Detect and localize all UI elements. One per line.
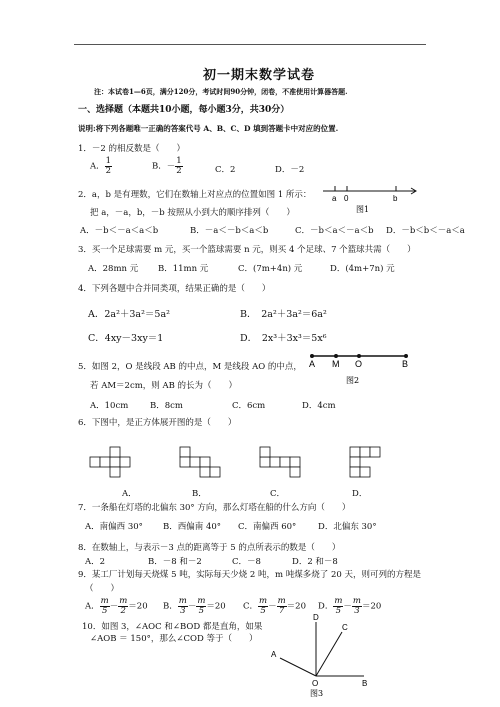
q3-option-b[interactable]: B．11mn 元	[158, 264, 209, 274]
page-title: 初一期末数学试卷	[203, 68, 316, 83]
q9-stem: 9．某工厂计划每天烧煤 5 吨，实际每天少烧 2 吨，m 吨煤多烧了 20 天，则可列的方程是	[78, 570, 422, 580]
q2-option-c[interactable]: C．－b＜a＜－a＜b	[295, 226, 374, 236]
q9-option-d[interactable]: D． $\frac{m}{5}$ － $\frac{m}{3}$ ＝20	[318, 596, 382, 616]
q6-option-b[interactable]: B．	[192, 489, 207, 499]
q4-stem: 4．下列各题中合并同类项，结果正确的是（ ）	[78, 284, 271, 294]
q1-stem: 1．－2 的相反数是（ ）	[78, 144, 186, 154]
q8-option-b[interactable]: B．－8 和－2	[148, 557, 202, 567]
q7-option-b[interactable]: B．西偏南 40°	[163, 522, 222, 532]
q8-stem: 8．在数轴上，与表示－3 点的距离等于 5 的点所表示的数是（ ）	[78, 543, 341, 553]
q4-option-b[interactable]: B． 2a²＋3a²＝6a²	[240, 309, 327, 320]
fig2-label-M: M	[332, 359, 340, 369]
q4-option-a[interactable]: A．2a²＋3a²＝5a²	[88, 309, 170, 320]
header-rule	[74, 44, 426, 45]
q3-option-d[interactable]: D．(4m+7n) 元	[330, 264, 395, 274]
fig2-label-O: O	[355, 359, 363, 369]
q5-option-c[interactable]: C．6cm	[232, 401, 266, 411]
section-instruction: 说明:将下列各题唯一正确的答案代号 A、B、C、D 填到答题卡中对应的位置.	[78, 124, 339, 133]
fig2-caption: 图2	[346, 376, 360, 385]
q1-a-label: A．	[90, 161, 105, 172]
fig3-label-B: B	[362, 679, 368, 688]
q5-option-b[interactable]: B．8cm	[150, 401, 183, 411]
q2-option-d[interactable]: D．－b＜b＜－a＜a	[386, 226, 465, 236]
number-line-figure-1	[320, 182, 420, 222]
q4-option-c[interactable]: C．4xy－3xy＝1	[88, 333, 164, 344]
fig3-label-C: C	[342, 623, 348, 632]
angle-figure-3	[268, 613, 378, 700]
q7-option-d[interactable]: D．北偏东 30°	[318, 522, 377, 532]
q2-line1: 2．a，b 是有理数，它们在数轴上对应点的位置如图 1 所示：	[78, 190, 312, 200]
q8-option-d[interactable]: D．2 和－8	[292, 557, 338, 567]
fig2-label-A: A	[309, 359, 316, 369]
q7-stem: 7．一条船在灯塔的北偏东 30° 方向，那么灯塔在船的什么方向（ ）	[78, 503, 351, 513]
fig1-label-b: b	[393, 194, 398, 203]
q2-line2: 把 a，－a，b，－b 按照从小到大的顺序排列（ ）	[90, 208, 295, 218]
q10-line1: 10．如图 3，∠AOC 和∠BOD 都是直角，如果	[82, 622, 263, 632]
q1-option-a[interactable]	[90, 157, 112, 175]
q6-option-d[interactable]: D．	[352, 489, 368, 499]
q4-option-d[interactable]: D． 2x³＋3x³＝5x⁶	[240, 333, 327, 344]
fig3-label-O: O	[312, 679, 319, 688]
q8-option-c[interactable]: C．－8	[232, 557, 261, 567]
q6-option-c[interactable]: C．	[270, 489, 286, 499]
fig1-caption: 图1	[356, 205, 370, 214]
fig3-label-A: A	[271, 650, 277, 659]
fig1-label-0: 0	[344, 194, 349, 203]
q3-stem: 3．买一个足球需要 m 元，买一个篮球需要 n 元，则买 4 个足球、7 个篮球共需（ ）	[78, 245, 416, 255]
q10-line2: ∠AOB ＝ 150°，那么∠COD 等于（ ）	[90, 634, 258, 644]
q9-paren: （ ）	[85, 584, 120, 594]
q2-option-a[interactable]: A．－b＜－a＜a＜b	[80, 226, 159, 236]
q7-option-a[interactable]: A．南偏西 30°	[85, 522, 143, 532]
q6-option-a[interactable]: A．	[122, 489, 137, 499]
segment-figure-2	[308, 350, 418, 390]
q8-option-a[interactable]: A．2	[85, 557, 106, 567]
fig1-label-a: a	[332, 194, 337, 203]
q5-option-a[interactable]: A．10cm	[90, 401, 129, 411]
q1-b-fraction: $\frac{1}{2}$	[176, 156, 182, 176]
q1-option-b[interactable]	[152, 157, 183, 175]
q1-option-d[interactable]: D．－2	[275, 165, 305, 175]
q5-line1: 5．如图 2，O 是线段 AB 的中点，M 是线段 AO 的中点，	[78, 362, 302, 372]
exam-note: 注：本试卷1—6页，满分120分，考试时间90分钟，闭卷，不准使用计算器答题.	[94, 87, 348, 96]
q9-option-b[interactable]: B． $\frac{m}{3}$ － $\frac{m}{5}$ ＝20	[163, 596, 226, 616]
q1-a-fraction: $\frac{1}{2}$	[105, 156, 112, 176]
q2-option-b[interactable]: B．－a＜－b＜a＜b	[190, 226, 269, 236]
fig3-caption: 图3	[310, 689, 324, 698]
q6-stem: 6．下图中，是正方体展开图的是（ ）	[78, 418, 237, 428]
q9-option-a[interactable]: A． $\frac{m}{5}$ － $\frac{m}{2}$ ＝20	[85, 596, 148, 616]
section-heading: 一、选择题（本题共10小题，每小题3分，共30分）	[78, 105, 290, 115]
q5-line2: 若 AM＝2cm，则 AB 的长为（ ）	[90, 381, 238, 391]
q3-option-a[interactable]: A．28mn 元	[88, 264, 139, 274]
q1-option-c[interactable]: C．2	[215, 165, 236, 175]
q3-option-c[interactable]: C．(7m+4n) 元	[238, 264, 303, 274]
q5-option-d[interactable]: D．4cm	[302, 401, 336, 411]
fig2-label-B: B	[402, 359, 409, 369]
q9-option-c[interactable]: C． $\frac{m}{5}$ － $\frac{m}{7}$ ＝20	[243, 596, 306, 616]
q7-option-c[interactable]: C．南偏西 60°	[238, 522, 297, 532]
fig3-label-D: D	[313, 613, 319, 622]
q1-b-label: B．－	[152, 161, 176, 172]
